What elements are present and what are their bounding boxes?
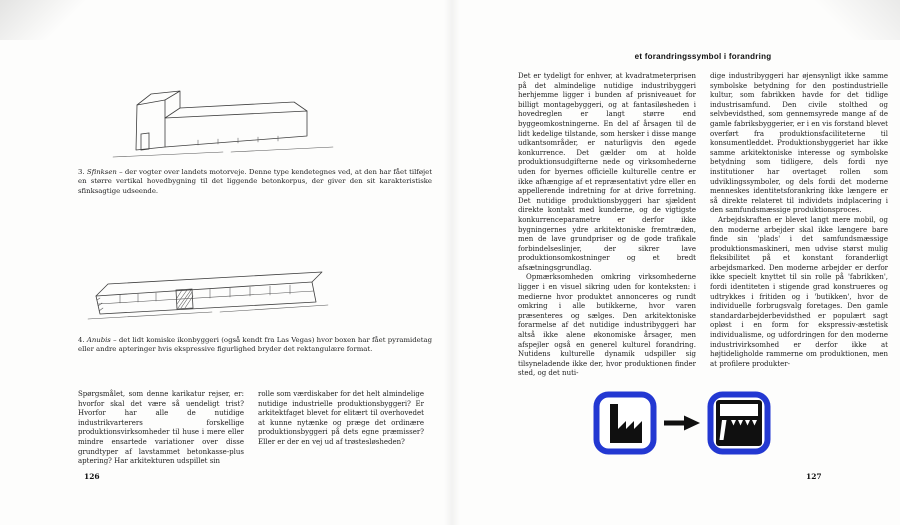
right-page-column-1 — [518, 72, 696, 379]
arrow-right-icon — [662, 412, 702, 434]
left-page-column-1 — [78, 390, 244, 467]
paragraph: Spørgsmålet, som denne karikatur rejser, er: hvorfor skal det være så uendeligt trist? Hvorfor har alle de nutidige industrikvarterers forskellige produktionsvirksomheder til huse i mere eller mindre ensartede variationer over disse grundtyper af lavstammet betonkasse-plus aptering? Har arkitekturen udspillet sin — [78, 390, 244, 466]
paragraph: rolle som værdiskaber for det helt almindelige nutidige industrielle produktionsbyggeri? Er arkitektfaget blevet for elitært til overhovedet at kunne nytænke og præge det ordinære produktionsbyggeri på dets egne præmisser? Eller er der en vej ud af trøstesløsheden? — [258, 390, 424, 446]
paragraph: dige industribyggeri har øjensynligt ikke samme symbolske betydning for den postindustrielle kultur, som fabrikken havde for det tidlige industrisamfund. Den civile stolthed og selvbevidsthed, som gennemsyrede mange af de gamle fabriksbyggerier, er i en vis forstand blevet overført fra produktionsfaciliteterne til konsumentleddet. Produktionsbyggeriet har ikke samme arkitektoniske interesse og symbolske betydning som tidligere, dels fordi nye institutioner har overtaget rollen som udviklingssymboler, og dels fordi det moderne menneskes identitetsforankring ikke længere er så direkte relateret til individets indplacering i den samfundsmæssige produktionsproces. — [710, 72, 888, 215]
page-gutter — [444, 0, 460, 525]
running-head: et forandringssymbol i forandring — [634, 52, 772, 61]
figure-caption-4 — [78, 336, 432, 355]
caption-number: 3. — [78, 168, 85, 176]
transformation-diagram — [593, 391, 771, 455]
paragraph: Arbejdskraften er blevet langt mere mobil, og den moderne arbejder skal ikke længere bare finde sin 'plads' i det samfundsmæssige produktionsmaskineri, men udvise størst mulig fleksibilitet på et konstant foranderligt arbejdsmarked. Den moderne arbejder er derfor ikke specielt knyttet til sin rolle på 'fabrikken', fordi identiteten i stigende grad konstrueres og udtrykkes i fritiden og i 'butikken', hvor de individuelle forbrugsvalg foretages. Den gamle standardarbejderbevidsthed er populært sagt opløst i en form for ekspressiv-æstetisk individualisme, og udfordringen for den moderne industrivirksomhed er derfor ikke at højtideligholde rammerne om produktionen, men at profilere produkter- — [710, 215, 888, 368]
figure-anubis-sketch — [80, 246, 342, 336]
scan-shadow-top-right — [780, 0, 900, 40]
figure-caption-3 — [78, 168, 432, 196]
caption-title: Sfinksen — [86, 168, 117, 176]
caption-text: – der vogter over landets motorveje. Denne type kendetegnes ved, at den har fået tilføjet en større vertikal hovedbygning til det liggende betonkorpus, der giver den sit karakteristiske sfinksagtige udseende. — [78, 168, 432, 195]
figure-sfinksen-sketch — [103, 66, 341, 168]
shop-icon — [707, 391, 771, 455]
caption-text: – det lidt komiske ikonbyggeri (også kendt fra Las Vegas) hvor boxen har fået pyramidetag eller andre apteringer hvis ekspressive figurlighed bryder det rektangulære format. — [78, 336, 432, 354]
caption-title: Anubis — [86, 336, 111, 344]
paragraph: Det er tydeligt for enhver, at kvadratmeterprisen på det almindelige nutidige industribyggeri herhjemme ligger i bunden af prisniveauet for billigt montagebyggeri, og at fantasiløsheden i hovedreglen er langt større end byggeomkostningerne. En del af årsagen til de lidt kedelige tilstande, som hersker i disse mange udkantsområder, er naturligvis den øgede konkurrence. Det gælder om at holde produktionsudgifterne nede og virksomhederne uden for byernes officielle kulturelle centre er ikke afhængige af et repræsentativt ydre eller en appellerende indretning for at drive forretning. Det nutidige produktionsbyggeri har sjældent direkte kontakt med kunderne, og de vigtigste konkurrenceparametre er derfor ikke bygningernes ydre arkitektoniske fremtræden, men de lave grundpriser og de gode trafikale forbindelseslinjer, der sikrer lave produktionsomkostninger og et bredt afsætningsgrundlag. — [518, 72, 696, 272]
scan-shadow-top-left — [0, 0, 120, 40]
left-page-column-2 — [258, 390, 424, 448]
page-number-left: 126 — [84, 472, 100, 481]
caption-number: 4. — [78, 336, 85, 344]
right-page-column-2 — [710, 72, 888, 369]
factory-icon — [593, 391, 657, 455]
page-number-right: 127 — [806, 472, 822, 481]
paragraph: Opmærksomheden omkring virksomhederne ligger i en visuel sikring uden for konteksten: i medierne hvor produktet annonceres og rundt omkring i alle butikkerne, hvor varen præsenteres og sælges. Den arkitektoniske forarmelse af det nutidige industribyggeri har altså ikke alene økonomiske årsager, men afspejler også en generel kulturel forandring. Nutidens kulturelle dynamik udspiller sig tilsyneladende ikke der, hvor produktionen finder sted, og det nuti- — [518, 273, 696, 378]
